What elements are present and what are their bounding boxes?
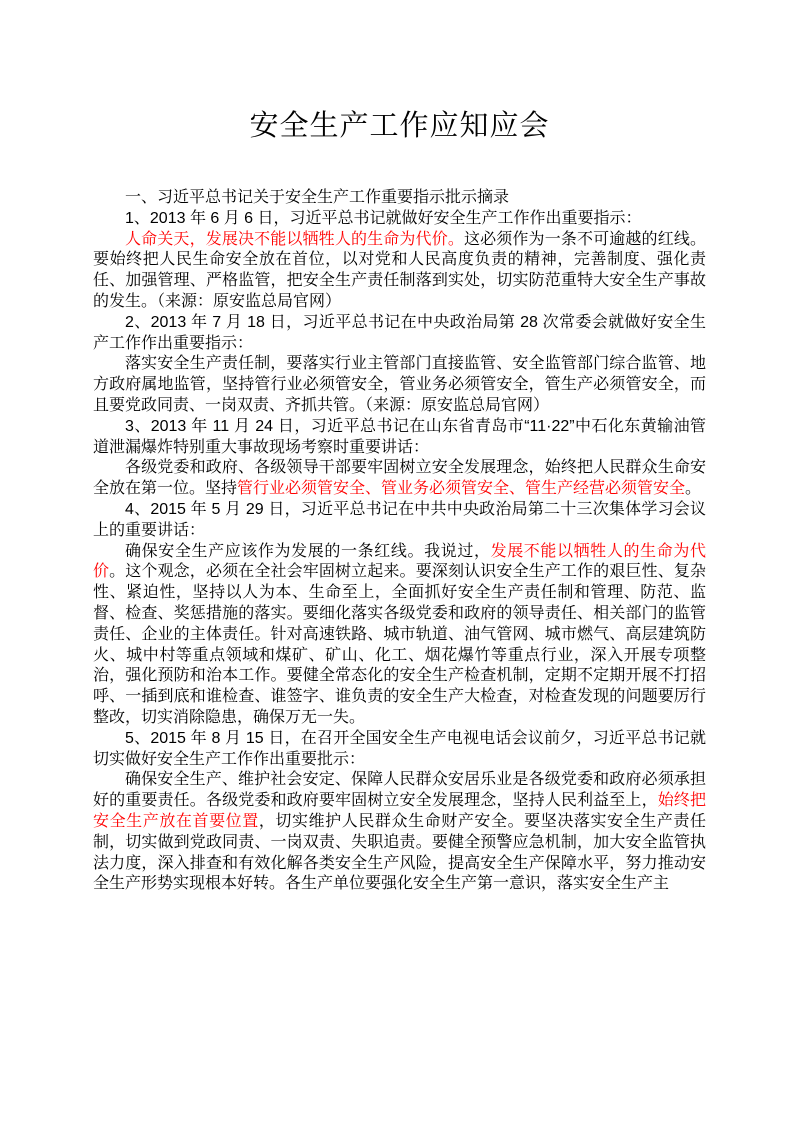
item-2-heading	[93, 313, 706, 355]
text-run: 5、2015 年 8 月 15 日，在召开全国安全生产电视电话会议前夕，习近平总书记就切实做好安全生产工作作出重要批示：	[93, 729, 706, 768]
text-run: ，切实维护人民群众生命财产安全。要坚决落实安全生产责任制，切实做到党政同责、一岗双责、失职追责。要健全预警应急机制，加大安全监管执法力度，深入排查和有效化解各类安全生产风险，提高安全生产保障水平，努力推动安全生产形势实现根本好转。各生产单位要强化安全生产第一意识，落实安全生产主	[93, 812, 706, 893]
text-run: 3、2013 年 11 月 24 日，习近平总书记在山东省青岛市“11·22”中石化东黄输油管道泄漏爆炸特别重大事故现场考察时重要讲话：	[93, 417, 706, 456]
text-run: 确保安全生产、维护社会安定、保障人民群众安居乐业是各级党委和政府必须承担好的重要责任。各级党委和政府要牢固树立安全发展理念，坚持人民利益至上，	[93, 771, 706, 810]
item-1-quote	[93, 230, 706, 313]
text-run: 。	[685, 480, 702, 498]
text-run: 4、2015 年 5 月 29 日，习近平总书记在中共中央政治局第二十三次集体学习会议上的重要讲话：	[93, 500, 706, 539]
text-run: 。这个观念，必须在全社会牢固树立起来。要深刻认识安全生产工作的艰巨性、复杂性、紧迫性，坚持以人为本、生命至上，全面抓好安全生产责任制和管理、防范、监督、检查、奖惩措施的落实。要细化落实各级党委和政府的领导责任、相关部门的监管责任、企业的主体责任。针对高速铁路、城市轨道、油气管网、城市燃气、高层建筑防火、城中村等重点领域和煤矿、矿山、化工、烟花爆竹等重点行业，深入开展专项整治，强化预防和治本工作。要健全常态化的安全生产检查机制，定期不定期开展不打招呼、一插到底和谁检查、谁签字、谁负责的安全生产大检查，对检查发现的问题要厉行整改，切实消除隐患，确保万无一失。	[93, 563, 706, 726]
highlighted-text-run: 发展不能以牺牲人的生命为代价	[93, 542, 706, 581]
text-run: 1、2013 年 6 月 6 日，习近平总书记就做好安全生产工作作出重要指示：	[125, 209, 642, 227]
document-body	[93, 188, 706, 895]
item-5-heading	[93, 729, 706, 771]
item-3-quote	[93, 458, 706, 500]
item-3-heading	[93, 417, 706, 459]
text-run: 这必须作为一条不可逾越的红线。要始终把人民生命安全放在首位，以对党和人民高度负责的精神，完善制度、强化责任、加强管理、严格监管，把安全生产责任制落到实处，切实防范重特大安全生产事故的发生。（来源：原安监总局官网）	[93, 230, 706, 310]
document-title: 安全生产工作应知应会	[249, 110, 550, 142]
text-run: 确保安全生产应该作为发展的一条红线。我说过，	[125, 542, 491, 560]
highlighted-text-run: 管行业必须管安全、管业务必须管安全、管生产经营必须管安全	[237, 480, 686, 498]
text-run: 落实安全生产责任制，要落实行业主管部门直接监管、安全监管部门综合监管、地方政府属地监管，坚持管行业必须管安全，管业务必须管安全，管生产必须管安全，而且要党政同责、一岗双责、齐抓共管。（来源：原安监总局官网）	[93, 355, 706, 414]
item-5-quote	[93, 770, 706, 895]
item-1-heading	[93, 209, 706, 230]
text-run: 2、2013 年 7 月 18 日，习近平总书记在中央政治局第 28 次常委会就做好安全生产工作作出重要指示：	[93, 313, 706, 352]
highlighted-text-run: 人命关天，发展决不能以牺牲人的生命为代价。	[125, 230, 464, 248]
text-run: 一、习近平总书记关于安全生产工作重要指示批示摘录	[125, 189, 510, 206]
item-4-quote	[93, 542, 706, 729]
text-run: 各级党委和政府、各级领导干部要牢固树立安全发展理念，始终把人民群众生命安全放在第一位。坚持	[93, 459, 706, 498]
section-heading	[93, 188, 706, 209]
item-4-heading	[93, 500, 706, 542]
highlighted-text-run: 始终把安全生产放在首要位置	[93, 792, 706, 830]
item-2-quote	[93, 354, 706, 416]
